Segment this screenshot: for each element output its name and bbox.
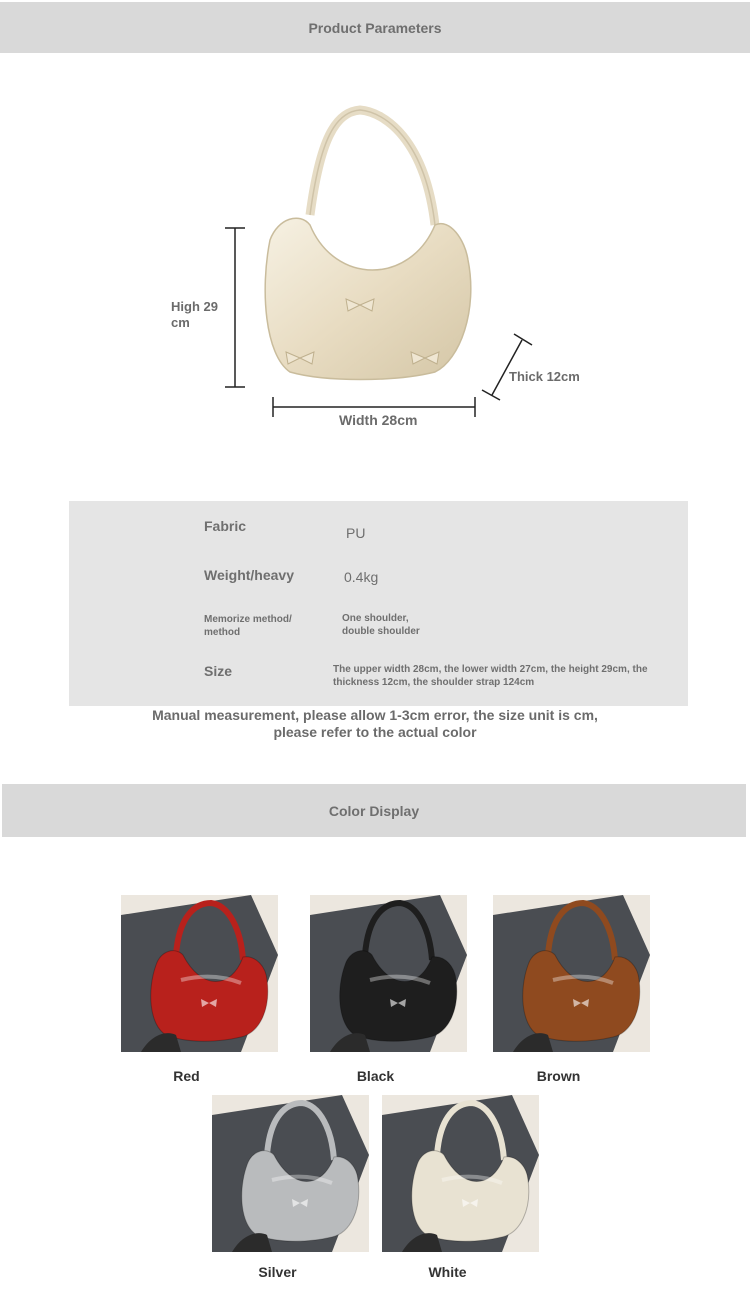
height-label — [171, 299, 218, 331]
size-value-line1: The upper width 28cm, the lower width 27cm, the height 29cm, the — [333, 664, 648, 675]
section-banner-parameters — [0, 2, 750, 53]
method-label — [204, 613, 292, 639]
color-swatch-red[interactable] — [121, 895, 278, 1052]
note-line2: please refer to the actual color — [273, 724, 477, 740]
method-label-line2: method — [204, 627, 241, 638]
parameters-table — [69, 501, 688, 706]
bag-photo-silver — [212, 1095, 369, 1252]
width-label: Width 28cm — [339, 412, 418, 428]
size-label: Size — [204, 663, 233, 679]
bag-photo-brown — [493, 895, 650, 1052]
color-swatch-silver[interactable] — [212, 1095, 369, 1252]
color-swatch-black[interactable] — [310, 895, 467, 1052]
height-label-line2: cm — [171, 315, 190, 330]
section-title: Product Parameters — [308, 19, 442, 36]
method-value-line2: double shoulder — [342, 626, 420, 637]
bag-photo-white — [382, 1095, 539, 1252]
method-value — [342, 612, 420, 638]
size-value — [333, 663, 648, 689]
weight-label: Weight/heavy — [204, 567, 294, 583]
fabric-label: Fabric — [204, 518, 247, 534]
color-label-black: Black — [356, 1068, 395, 1084]
section-banner-colors — [2, 784, 746, 837]
color-swatch-brown[interactable] — [493, 895, 650, 1052]
bag-illustration — [160, 100, 600, 440]
bag-photo-red — [121, 895, 278, 1052]
height-label-line1: High 29 — [171, 299, 218, 314]
method-value-line1: One shoulder, — [342, 613, 409, 624]
measurement-note — [100, 707, 650, 741]
bag-photo-black — [310, 895, 467, 1052]
color-label-brown: Brown — [536, 1068, 581, 1084]
weight-value: 0.4kg — [344, 569, 379, 585]
fabric-value: PU — [346, 525, 366, 541]
thick-label: Thick 12cm — [509, 369, 580, 384]
color-swatch-white[interactable] — [382, 1095, 539, 1252]
method-label-line1: Memorize method/ — [204, 614, 292, 625]
color-label-silver: Silver — [258, 1264, 297, 1280]
note-line1: Manual measurement, please allow 1-3cm error, the size unit is cm, — [152, 707, 598, 723]
product-dimension-diagram — [160, 100, 600, 440]
size-value-line2: thickness 12cm, the shoulder strap 124cm — [333, 677, 535, 688]
section-title: Color Display — [328, 802, 420, 819]
color-label-red: Red — [173, 1068, 200, 1084]
color-label-white: White — [428, 1264, 467, 1280]
